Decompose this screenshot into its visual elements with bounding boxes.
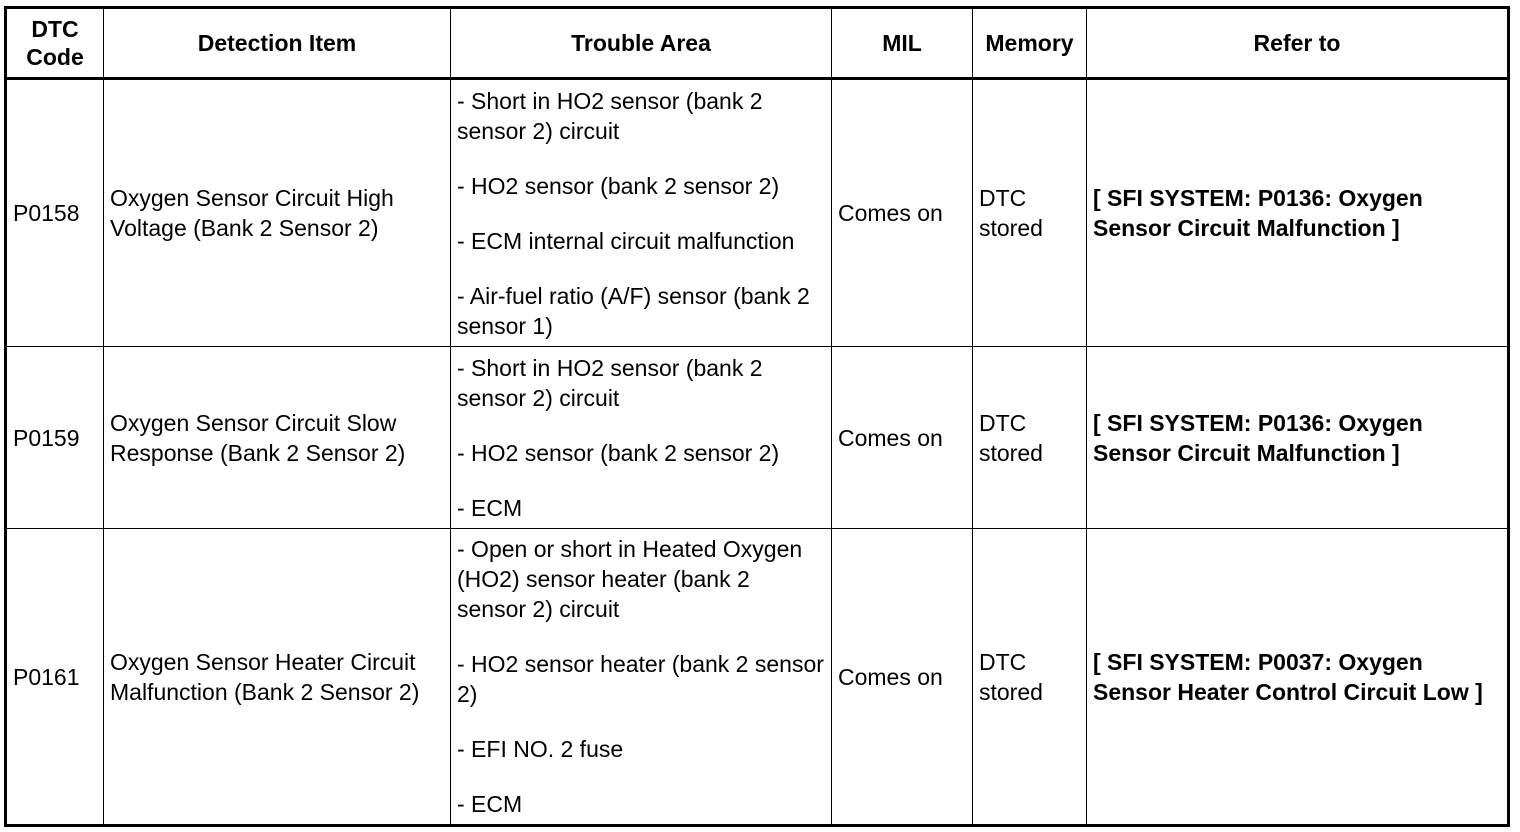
header-row — [6, 8, 1509, 79]
header-memory: Memory — [973, 8, 1087, 79]
trouble-area-item: - ECM — [457, 494, 523, 521]
trouble-area-item: - Open or short in Heated Oxygen (HO2) sensor heater (bank 2 sensor 2) circuit — [457, 536, 803, 622]
table-row — [6, 347, 1509, 529]
table-row — [6, 79, 1509, 347]
dtc-table — [4, 6, 1510, 827]
refer-to-link[interactable]: [ SFI SYSTEM: P0136: Oxygen Sensor Circuit Malfunction ] — [1087, 347, 1509, 529]
header-refer-to: Refer to — [1087, 8, 1509, 79]
trouble-area-cell — [451, 347, 832, 529]
memory-cell: DTC stored — [973, 79, 1087, 347]
mil-cell: Comes on — [832, 529, 973, 826]
mil-cell: Comes on — [832, 347, 973, 529]
trouble-area-item: - HO2 sensor heater (bank 2 sensor 2) — [457, 651, 824, 707]
trouble-area-item: - HO2 sensor (bank 2 sensor 2) — [457, 172, 780, 199]
detection-item-cell: Oxygen Sensor Circuit High Voltage (Bank 2 Sensor 2) — [104, 79, 451, 347]
header-mil: MIL — [832, 8, 973, 79]
detection-item-cell: Oxygen Sensor Circuit Slow Response (Bank 2 Sensor 2) — [104, 347, 451, 529]
refer-to-link[interactable]: [ SFI SYSTEM: P0136: Oxygen Sensor Circuit Malfunction ] — [1087, 79, 1509, 347]
trouble-area-item: - EFI NO. 2 fuse — [457, 736, 624, 762]
header-trouble-area: Trouble Area — [451, 8, 832, 79]
header-detection-item: Detection Item — [104, 8, 451, 79]
dtc-code-cell: P0159 — [6, 347, 104, 529]
trouble-area-item: - Short in HO2 sensor (bank 2 sensor 2) circuit — [457, 354, 763, 411]
mil-cell: Comes on — [832, 79, 973, 347]
trouble-area-item: - HO2 sensor (bank 2 sensor 2) — [457, 439, 780, 466]
trouble-area-cell — [451, 79, 832, 347]
table-row — [6, 529, 1509, 826]
trouble-area-item: - Short in HO2 sensor (bank 2 sensor 2) circuit — [457, 87, 763, 144]
dtc-code-cell: P0158 — [6, 79, 104, 347]
trouble-area-cell — [451, 529, 832, 826]
detection-item-cell: Oxygen Sensor Heater Circuit Malfunction (Bank 2 Sensor 2) — [104, 529, 451, 826]
memory-cell: DTC stored — [973, 347, 1087, 529]
refer-to-link[interactable]: [ SFI SYSTEM: P0037: Oxygen Sensor Heater Control Circuit Low ] — [1087, 529, 1509, 826]
trouble-area-item: - Air-fuel ratio (A/F) sensor (bank 2 sensor 1) — [457, 282, 810, 339]
header-dtc-code: DTC Code — [6, 8, 104, 79]
trouble-area-item: - ECM internal circuit malfunction — [457, 227, 795, 254]
trouble-area-item: - ECM — [457, 791, 523, 817]
memory-cell: DTC stored — [973, 529, 1087, 826]
dtc-code-cell: P0161 — [6, 529, 104, 826]
